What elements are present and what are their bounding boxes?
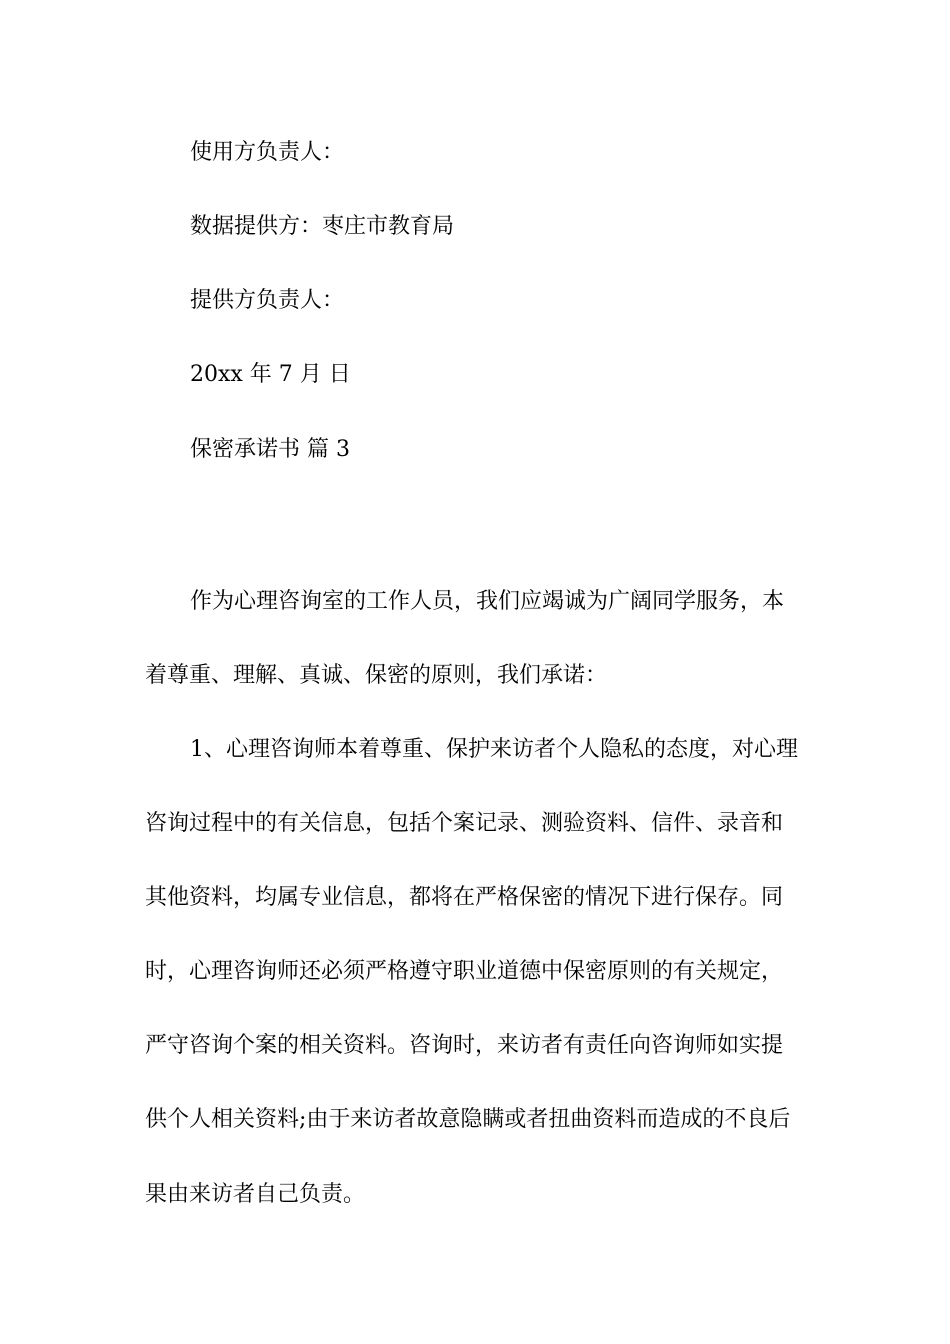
section-title: 保密承诺书 篇 3 (190, 437, 350, 462)
body-line-9: 果由来访者自己负责。 (145, 1182, 366, 1207)
body-line-4: 咨询过程中的有关信息，包括个案记录、测验资料、信件、录音和 (145, 811, 784, 836)
data-provider-line: 数据提供方：枣庄市教育局 (190, 214, 455, 239)
body-line-1: 作为心理咨询室的工作人员，我们应竭诚为广阔同学服务，本 (190, 589, 785, 614)
body-line-3: 1、心理咨询师本着尊重、保护来访者个人隐私的态度，对心理 (190, 737, 798, 762)
body-line-8: 供个人相关资料;由于来访者故意隐瞒或者扭曲资料而造成的不良后 (145, 1107, 791, 1132)
provider-responsible-line: 提供方负责人： (190, 288, 345, 313)
date-line: 20xx 年 7 月 日 (190, 362, 351, 387)
body-line-5: 其他资料，均属专业信息，都将在严格保密的情况下进行保存。同 (145, 885, 784, 910)
body-line-7: 严守咨询个案的相关资料。咨询时，来访者有责任向咨询师如实提 (145, 1033, 784, 1058)
body-line-6: 时，心理咨询师还必须严格遵守职业道德中保密原则的有关规定， (145, 959, 784, 984)
body-line-2: 着尊重、理解、真诚、保密的原则，我们承诺： (145, 663, 608, 688)
user-responsible-line: 使用方负责人： (190, 140, 345, 165)
